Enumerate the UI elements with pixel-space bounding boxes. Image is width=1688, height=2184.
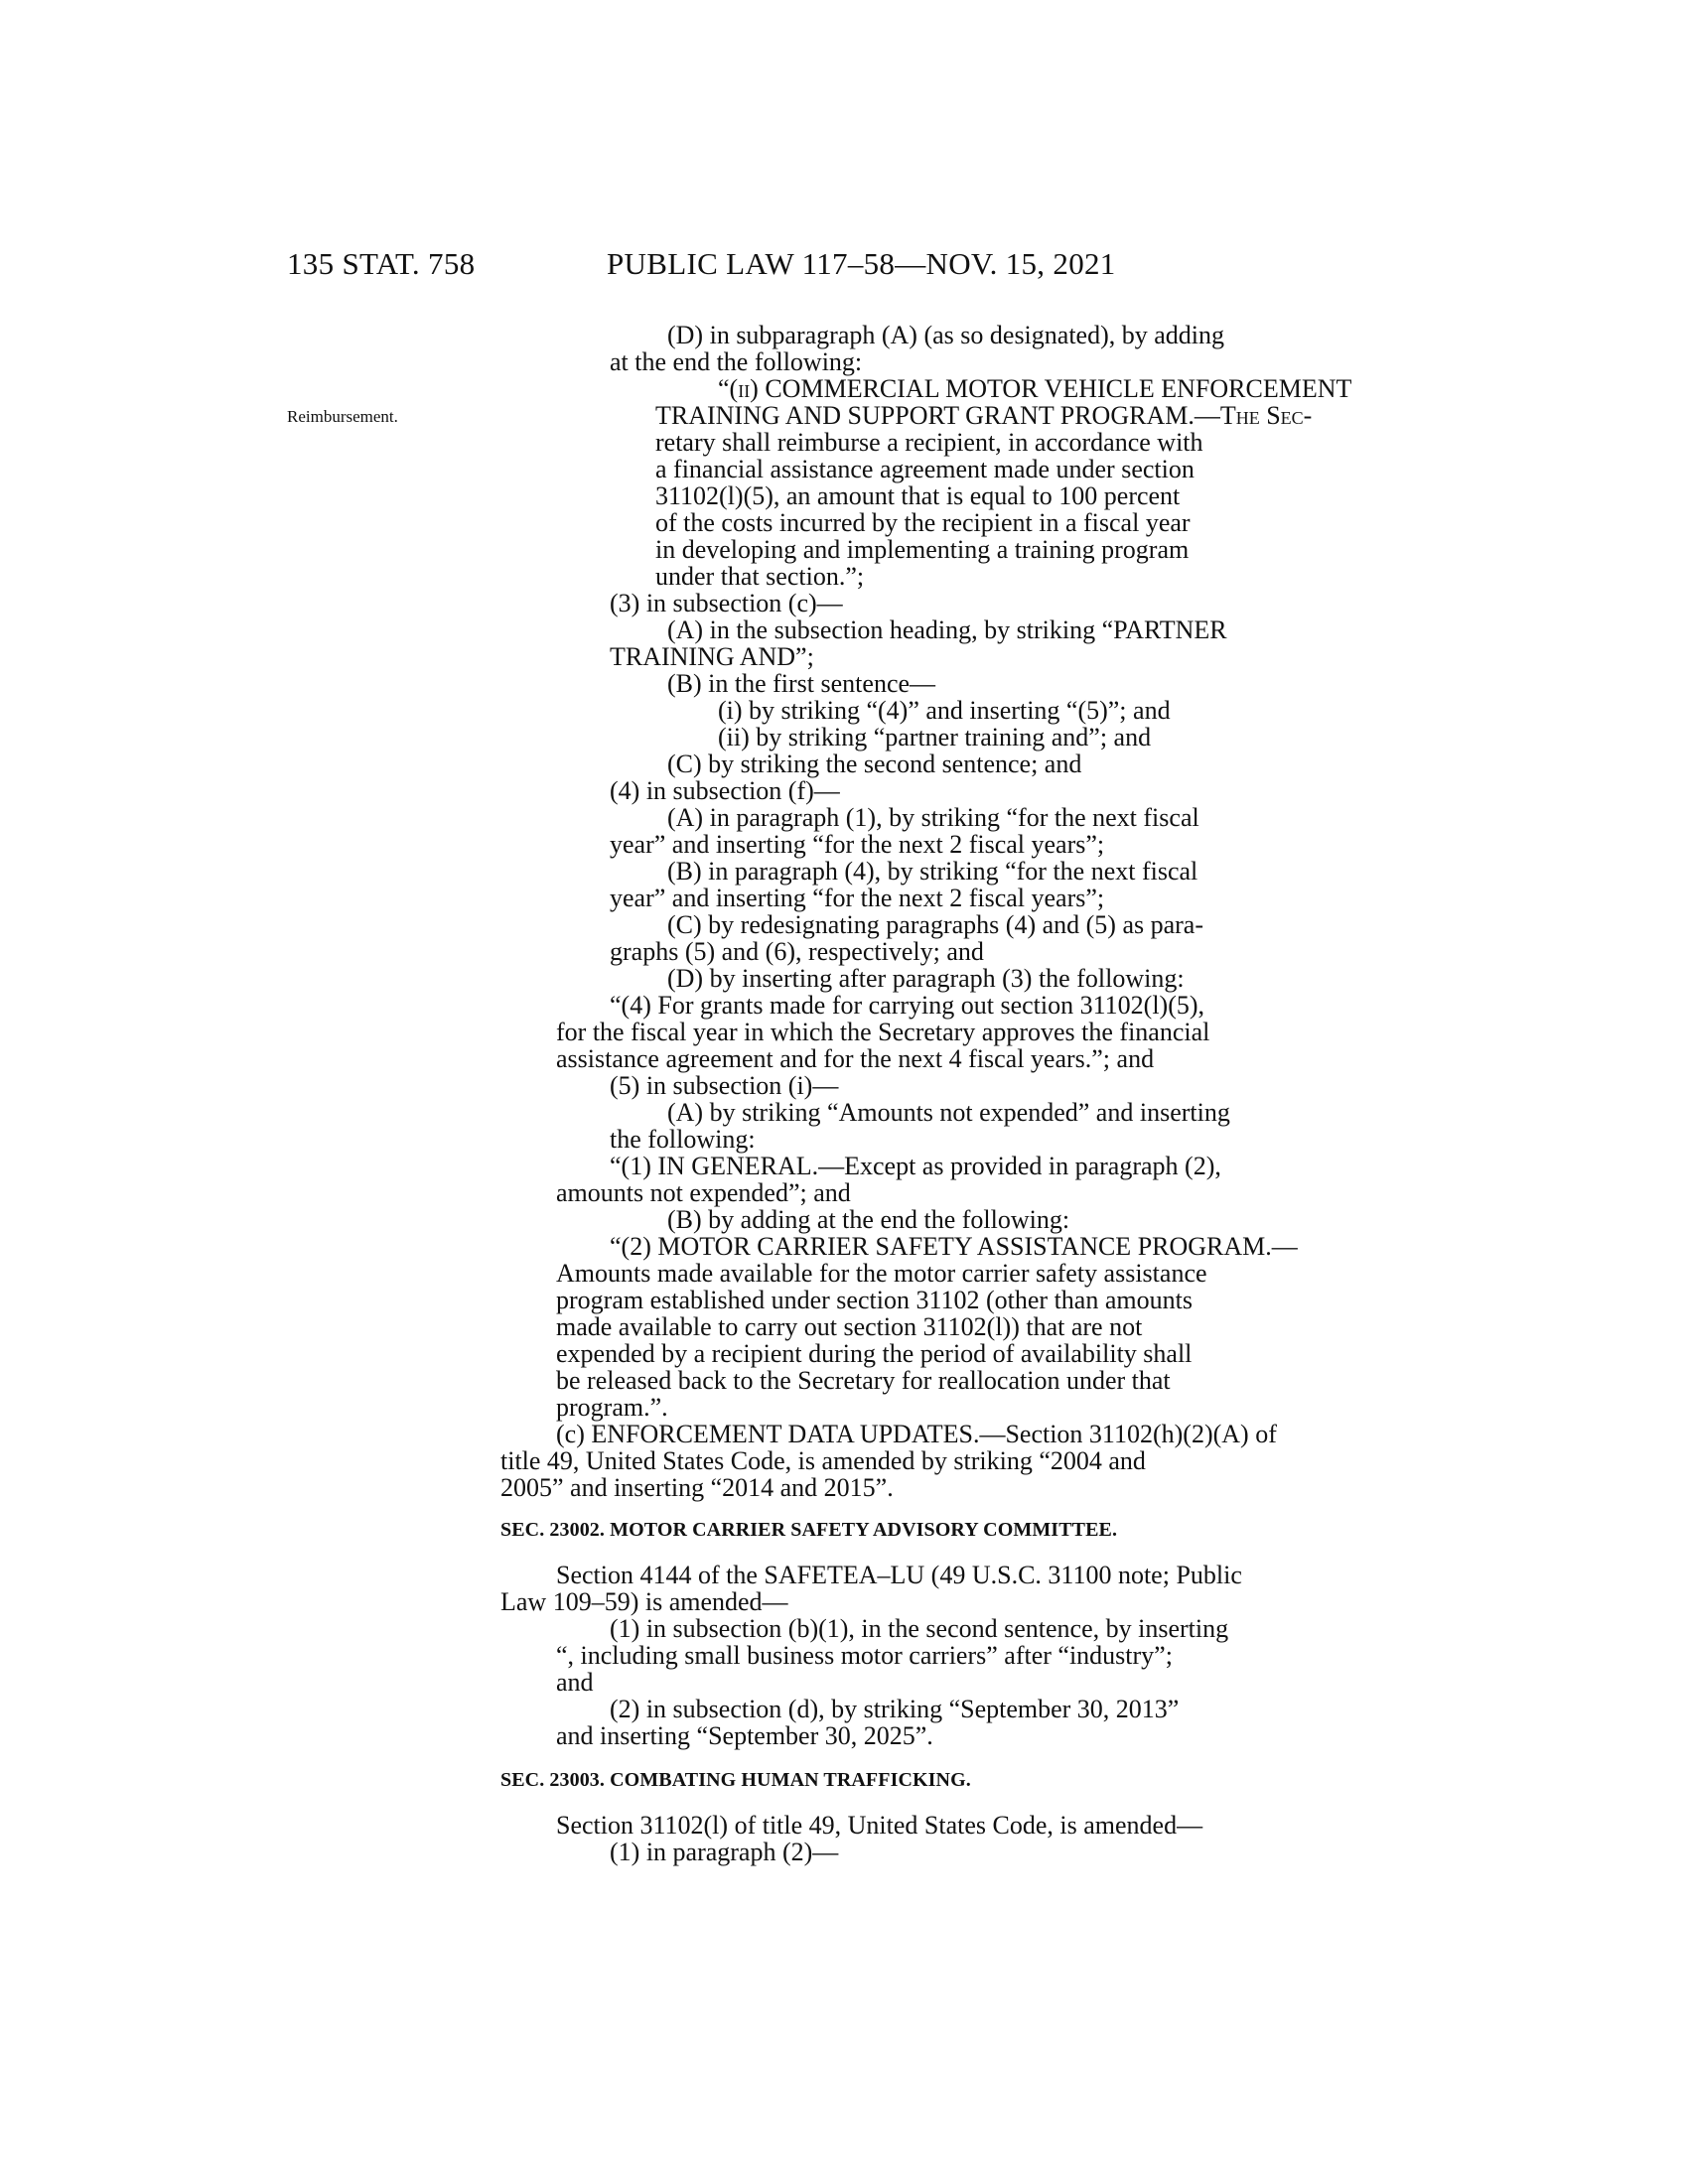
- text-line: (i) by striking “(4)” and inserting “(5)”; and: [718, 696, 1171, 725]
- section-heading: SEC. 23002. MOTOR CARRIER SAFETY ADVISORY COMMITTEE.: [500, 1519, 1118, 1541]
- text-line: Section 4144 of the SAFETEA–LU (49 U.S.C. 31100 note; Public: [556, 1561, 1242, 1589]
- text-line: under that section.”;: [655, 562, 865, 591]
- text-line: program.”.: [556, 1393, 668, 1422]
- margin-note: Reimbursement.: [287, 407, 398, 426]
- text-line: (C) by striking the second sentence; and: [667, 750, 1082, 778]
- text-line: (c) ENFORCEMENT DATA UPDATES.—Section 31102(h)(2)(A) of: [556, 1420, 1277, 1448]
- text-line: and inserting “September 30, 2025”.: [556, 1721, 933, 1750]
- text-line: the following:: [610, 1125, 756, 1154]
- text-line: assistance agreement and for the next 4 fiscal years.”; and: [556, 1044, 1155, 1073]
- text-line: Amounts made available for the motor carrier safety assistance: [556, 1259, 1207, 1288]
- text-line: “(1) IN GENERAL.—Except as provided in paragraph (2),: [610, 1152, 1221, 1180]
- text-line: graphs (5) and (6), respectively; and: [610, 937, 984, 966]
- text-line: (A) in paragraph (1), by striking “for the next fiscal: [667, 803, 1199, 832]
- text-line: year” and inserting “for the next 2 fiscal years”;: [610, 884, 1105, 912]
- law-title: PUBLIC LAW 117–58—NOV. 15, 2021: [607, 246, 1116, 281]
- text-line: (5) in subsection (i)—: [610, 1071, 839, 1100]
- text-line: made available to carry out section 31102(l)) that are not: [556, 1312, 1143, 1341]
- text-line: “(2) MOTOR CARRIER SAFETY ASSISTANCE PROGRAM.—: [610, 1232, 1298, 1261]
- text-line: Section 31102(l) of title 49, United States Code, is amended—: [556, 1811, 1203, 1840]
- text-line: (B) in the first sentence—: [667, 669, 936, 698]
- text-line: TRAINING AND SUPPORT GRANT PROGRAM.—The Sec-: [655, 401, 1313, 430]
- text-line: at the end the following:: [610, 347, 863, 376]
- text-line: (C) by redesignating paragraphs (4) and (5) as para-: [667, 910, 1204, 939]
- section-heading: SEC. 23003. COMBATING HUMAN TRAFFICKING.: [500, 1769, 971, 1791]
- text-line: TRAINING AND”;: [610, 642, 814, 671]
- text-line: “(ii) COMMERCIAL MOTOR VEHICLE ENFORCEMENT: [718, 374, 1352, 403]
- text-line: (1) in subsection (b)(1), in the second sentence, by inserting: [610, 1614, 1229, 1643]
- text-line: of the costs incurred by the recipient in a fiscal year: [655, 508, 1191, 537]
- text-line: (D) by inserting after paragraph (3) the following:: [667, 964, 1185, 993]
- text-line: be released back to the Secretary for reallocation under that: [556, 1366, 1171, 1395]
- text-line: for the fiscal year in which the Secretary approves the financial: [556, 1018, 1210, 1046]
- text-line: (1) in paragraph (2)—: [610, 1838, 839, 1866]
- text-line: retary shall reimburse a recipient, in accordance with: [655, 428, 1203, 457]
- text-line: a financial assistance agreement made under section: [655, 455, 1195, 483]
- text-line: (2) in subsection (d), by striking “September 30, 2013”: [610, 1695, 1180, 1723]
- statute-page-reference: 135 STAT. 758: [287, 246, 476, 281]
- text-line: year” and inserting “for the next 2 fiscal years”;: [610, 830, 1105, 859]
- text-line: (D) in subparagraph (A) (as so designated), by adding: [667, 321, 1225, 349]
- text-line: program established under section 31102 (other than amounts: [556, 1286, 1193, 1314]
- text-line: (4) in subsection (f)—: [610, 776, 840, 805]
- text-line: (ii) by striking “partner training and”; and: [718, 723, 1152, 751]
- text-line: (3) in subsection (c)—: [610, 589, 843, 617]
- text-line: “, including small business motor carriers” after “industry”;: [556, 1641, 1173, 1670]
- text-line: 31102(l)(5), an amount that is equal to 100 percent: [655, 481, 1181, 510]
- text-line: “(4) For grants made for carrying out section 31102(l)(5),: [610, 991, 1205, 1020]
- text-line: expended by a recipient during the period of availability shall: [556, 1339, 1193, 1368]
- text-line: (B) in paragraph (4), by striking “for the next fiscal: [667, 857, 1198, 886]
- text-line: title 49, United States Code, is amended by striking “2004 and: [500, 1446, 1146, 1475]
- text-line: (B) by adding at the end the following:: [667, 1205, 1070, 1234]
- text-line: in developing and implementing a training program: [655, 535, 1190, 564]
- text-line: (A) by striking “Amounts not expended” and inserting: [667, 1098, 1230, 1127]
- text-line: amounts not expended”; and: [556, 1178, 851, 1207]
- text-line: Law 109–59) is amended—: [500, 1587, 788, 1616]
- text-line: and: [556, 1668, 594, 1697]
- text-line: (A) in the subsection heading, by striking “PARTNER: [667, 615, 1227, 644]
- text-line: 2005” and inserting “2014 and 2015”.: [500, 1473, 894, 1502]
